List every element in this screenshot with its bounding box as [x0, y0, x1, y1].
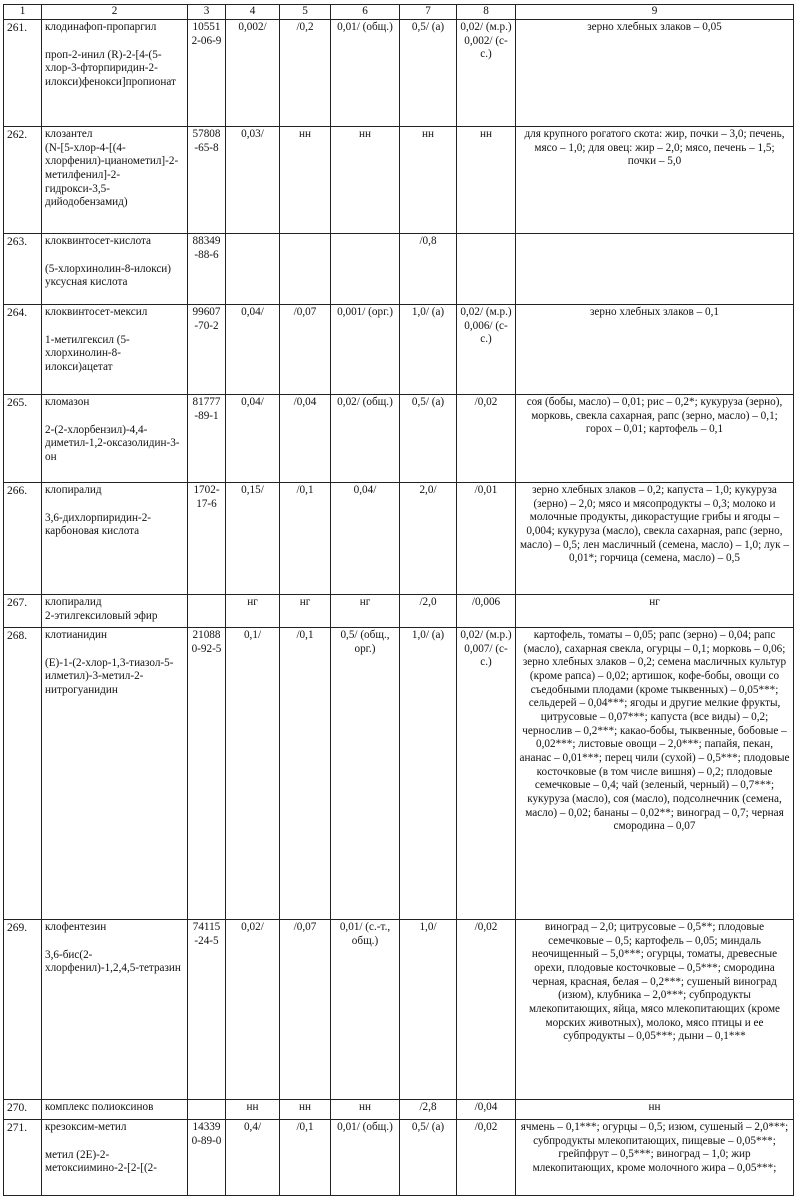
cas-number: 99607-70-2 — [188, 305, 226, 395]
row-number: 265. — [4, 395, 42, 483]
row-number: 267. — [4, 595, 42, 628]
mrl-list: нн — [516, 1100, 794, 1120]
col-6-value: 0,01/ (общ.) — [331, 1120, 400, 1196]
substance-name-cell — [42, 1100, 188, 1120]
col-7-value: /2,8 — [400, 1100, 457, 1120]
cas-number: 81777-89-1 — [188, 395, 226, 483]
substance-name-cell — [42, 595, 188, 628]
col-8-value: /0,02 — [457, 1120, 516, 1196]
chemical-name: 2-этилгексиловый эфир — [45, 609, 158, 622]
chemical-name: метил (2E)-2-метоксиимино-2-[2-[(2- — [45, 1148, 157, 1175]
header-cell: 3 — [188, 5, 226, 20]
row-number: 266. — [4, 483, 42, 595]
col-7-value: 2,0/ — [400, 483, 457, 595]
cas-number: 1702-17-6 — [188, 483, 226, 595]
chemical-name: (E)-1-(2-хлор-1,3-тиазол-5-илметил)-3-метил-2-нитрогуанидин — [45, 656, 174, 696]
col-4-value: 0,1/ — [226, 628, 280, 920]
table-row — [4, 1100, 794, 1120]
mrl-list: ячмень – 0,1***; огурцы – 0,5; изюм, сушеный – 2,0***; субпродукты млекопитающих, пищевые – 0,05***; грейпфрут – 0,5***; виноград – 1,0; жир млекопитающих, кроме молочного жира – 0,05***; — [516, 1120, 794, 1196]
col-5-value: /0,1 — [280, 628, 331, 920]
chemical-name: 2-(2-хлорбензил)-4,4-диметил-1,2-оксазолидин-3-он — [45, 423, 180, 463]
col-4-value: 0,02/ — [226, 920, 280, 1100]
table-row — [4, 628, 794, 920]
substance-name: клозантел — [45, 128, 93, 140]
substance-name: крезоксим-метил — [45, 1121, 127, 1133]
chemical-name: 1-метилгексил (5-хлорхинолин-8-илокси)ацетат — [45, 333, 130, 373]
col-8-value — [457, 234, 516, 305]
substance-name: клопиралид — [45, 596, 102, 608]
substance-name-cell — [42, 628, 188, 920]
col-8-value: 0,02/ (м.р.) 0,006/ (с-с.) — [457, 305, 516, 395]
col-4-value: 0,4/ — [226, 1120, 280, 1196]
substance-name-cell — [42, 483, 188, 595]
row-number: 262. — [4, 127, 42, 234]
cas-number: 74115-24-5 — [188, 920, 226, 1100]
col-5-value: /0,07 — [280, 920, 331, 1100]
row-number: 271. — [4, 1120, 42, 1196]
col-6-value: 0,02/ (общ.) — [331, 395, 400, 483]
substance-name: клотианидин — [45, 629, 107, 641]
header-cell: 1 — [4, 5, 42, 20]
table-row — [4, 20, 794, 127]
col-7-value: нн — [400, 127, 457, 234]
mrl-list: зерно хлебных злаков – 0,2; капуста – 1,0; кукуруза (зерно) – 2,0; мясо и мясопродукты – 0,3; молоко и молочные продукты, дикорастущие грибы и ягоды – 0,004; кукуруза (масло), свекла сахарная, рапс (зерно, масло) – 0,5; лен масличный (семена, масло) – 1,0; лук – 0,01*; горчица (семена, масло) – 0,5 — [516, 483, 794, 595]
table-row — [4, 305, 794, 395]
col-4-value: 0,04/ — [226, 395, 280, 483]
header-cell: 5 — [280, 5, 331, 20]
cas-number — [188, 1100, 226, 1120]
mrl-list — [516, 234, 794, 305]
substance-name: клоквинтосет-мексил — [45, 306, 148, 318]
table-row — [4, 483, 794, 595]
col-7-value: /0,8 — [400, 234, 457, 305]
col-4-value: 0,04/ — [226, 305, 280, 395]
header-cell: 7 — [400, 5, 457, 20]
chemical-name: (N-[5-хлор-4-[(4-хлорфенил)-цианометил]-2-метилфенил]-2-гидрокси-3,5-дийодобензамид) — [45, 141, 179, 209]
cas-number: 57808-65-8 — [188, 127, 226, 234]
col-7-value: 0,5/ (а) — [400, 395, 457, 483]
substance-name-cell — [42, 127, 188, 234]
col-5-value: /0,04 — [280, 395, 331, 483]
col-4-value: 0,15/ — [226, 483, 280, 595]
col-7-value: 1,0/ — [400, 920, 457, 1100]
col-4-value — [226, 234, 280, 305]
substance-name: комплекс полиоксинов — [45, 1101, 154, 1113]
col-6-value: 0,001/ (орг.) — [331, 305, 400, 395]
pesticide-table — [3, 4, 794, 1196]
row-number: 264. — [4, 305, 42, 395]
header-cell: 9 — [516, 5, 794, 20]
header-row — [4, 5, 794, 20]
col-5-value: /0,2 — [280, 20, 331, 127]
col-7-value: 1,0/ (а) — [400, 628, 457, 920]
col-5-value: /0,1 — [280, 1120, 331, 1196]
row-number: 268. — [4, 628, 42, 920]
col-7-value: 1,0/ (а) — [400, 305, 457, 395]
col-8-value: /0,02 — [457, 920, 516, 1100]
mrl-list: для крупного рогатого скота: жир, почки – 3,0; печень, мясо – 1,0; для овец: жир – 2,0; мясо, печень – 1,5; почки – 5,0 — [516, 127, 794, 234]
substance-name: кломазон — [45, 396, 90, 408]
cas-number: 105512-06-9 — [188, 20, 226, 127]
col-8-value: /0,02 — [457, 395, 516, 483]
substance-name: клопиралид — [45, 484, 102, 496]
substance-name: клодинафоп-пропаргил — [45, 21, 157, 33]
col-6-value: 0,01/ (общ.) — [331, 20, 400, 127]
col-5-value — [280, 234, 331, 305]
mrl-list: картофель, томаты – 0,05; рапс (зерно) – 0,04; рапс (масло), сахарная свекла, огурцы – 0,1; морковь – 0,06; зерно хлебных злаков – 0,2; семена масличных культур (кроме рапса) – 0,02; артишок, кофе-бобы, овощи со съедобными плодами (кроме тыквенных) – 0,05***; сельдерей – 0,04***; ягоды и другие мелкие фрукты, цитрусовые – 0,07***; капуста (все виды) – 0,2; чернослив – 0,2***; какао-бобы, тыквенные, бобовые – 0,02***; листовые овощи – 2,0***; папайя, пекан, ананас – 0,01***; перец чили (сухой) – 0,5***; плодовые косточковые (в том числе вишня) – 0,2; плодовые семечковые – 0,4; чай (зеленый, черный) – 0,7***; кукуруза (масло), соя (масло), подсолнечник (семена, масло) – 0,02; бананы – 0,02**; виноград – 0,7; черная смородина – 0,07 — [516, 628, 794, 920]
chemical-name: (5-хлорхинолин-8-илокси) уксусная кислота — [45, 262, 172, 289]
chemical-name: проп-2-инил (R)-2-[4-(5-хлор-3-фторпиридин-2-илокси)фенокси]пропионат — [45, 48, 176, 88]
col-8-value: нн — [457, 127, 516, 234]
col-6-value — [331, 234, 400, 305]
col-8-value: /0,04 — [457, 1100, 516, 1120]
cas-number: 88349-88-6 — [188, 234, 226, 305]
col-7-value: 0,5/ (а) — [400, 20, 457, 127]
substance-name-cell — [42, 920, 188, 1100]
mrl-list: зерно хлебных злаков – 0,05 — [516, 20, 794, 127]
col-7-value: 0,5/ (а) — [400, 1120, 457, 1196]
substance-name-cell — [42, 20, 188, 127]
mrl-list: нг — [516, 595, 794, 628]
cas-number: 143390-89-0 — [188, 1120, 226, 1196]
substance-name-cell — [42, 395, 188, 483]
table-row — [4, 127, 794, 234]
col-5-value: нн — [280, 1100, 331, 1120]
cas-number: 210880-92-5 — [188, 628, 226, 920]
table-row — [4, 595, 794, 628]
substance-name-cell — [42, 1120, 188, 1196]
table-row — [4, 1120, 794, 1196]
chemical-name: 3,6-дихлорпиридин-2-карбоновая кислота — [45, 511, 152, 538]
col-6-value: 0,04/ — [331, 483, 400, 595]
col-8-value: /0,01 — [457, 483, 516, 595]
col-6-value: нн — [331, 127, 400, 234]
table-row — [4, 234, 794, 305]
col-8-value: 0,02/ (м.р.) 0,002/ (с-с.) — [457, 20, 516, 127]
mrl-list: зерно хлебных злаков – 0,1 — [516, 305, 794, 395]
col-4-value: 0,03/ — [226, 127, 280, 234]
mrl-list: соя (бобы, масло) – 0,01; рис – 0,2*; кукуруза (зерно), морковь, свекла сахарная, рапс (зерно, масло) – 0,1; горох – 0,01; картофель – 0,1 — [516, 395, 794, 483]
col-6-value: нг — [331, 595, 400, 628]
header-cell: 6 — [331, 5, 400, 20]
col-5-value: нн — [280, 127, 331, 234]
col-4-value: нг — [226, 595, 280, 628]
col-8-value: 0,02/ (м.р.) 0,007/ (с-с.) — [457, 628, 516, 920]
substance-name: клоквинтосет-кислота — [45, 235, 152, 247]
col-8-value: /0,006 — [457, 595, 516, 628]
row-number: 269. — [4, 920, 42, 1100]
header-cell: 2 — [42, 5, 188, 20]
col-4-value: нн — [226, 1100, 280, 1120]
col-5-value: нг — [280, 595, 331, 628]
substance-name-cell — [42, 305, 188, 395]
substance-name-cell — [42, 234, 188, 305]
mrl-list: виноград – 2,0; цитрусовые – 0,5**; плодовые семечковые – 0,5; картофель – 0,05; миндаль неочищенный – 5,0***; огурцы, томаты, древесные орехи, плодовые косточковые – 0,5***; смородина черная, красная, белая – 0,2***; сушеный виноград (изюм), клубника – 2,0***; субпродукты млекопитающих, яйца, мясо млекопитающих (кроме морских животных), молоко, мясо птицы и ее субпродукты – 0,05***; дыни – 0,1*** — [516, 920, 794, 1100]
header-cell: 8 — [457, 5, 516, 20]
table-row — [4, 920, 794, 1100]
col-6-value: 0,01/ (с.-т., общ.) — [331, 920, 400, 1100]
substance-name: клофентезин — [45, 921, 107, 933]
header-cell: 4 — [226, 5, 280, 20]
table-row — [4, 395, 794, 483]
chemical-name: 3,6-бис(2-хлорфенил)-1,2,4,5-тетразин — [45, 948, 181, 975]
row-number: 261. — [4, 20, 42, 127]
row-number: 263. — [4, 234, 42, 305]
row-number: 270. — [4, 1100, 42, 1120]
col-5-value: /0,1 — [280, 483, 331, 595]
col-7-value: /2,0 — [400, 595, 457, 628]
cas-number — [188, 595, 226, 628]
col-6-value: нн — [331, 1100, 400, 1120]
col-6-value: 0,5/ (общ., орг.) — [331, 628, 400, 920]
col-4-value: 0,002/ — [226, 20, 280, 127]
col-5-value: /0,07 — [280, 305, 331, 395]
